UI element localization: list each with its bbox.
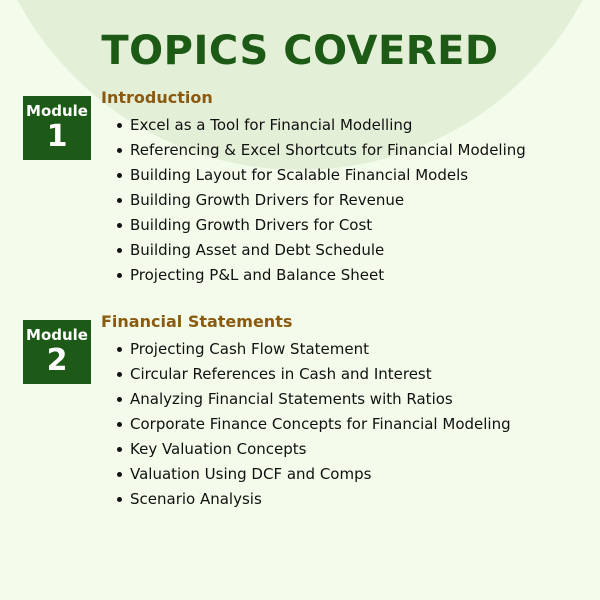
topic-item: Building Asset and Debt Schedule (117, 238, 526, 263)
topic-item: Scenario Analysis (117, 487, 511, 512)
topic-item: Referencing & Excel Shortcuts for Financial Modeling (117, 138, 526, 163)
topic-item: Excel as a Tool for Financial Modelling (117, 113, 526, 138)
topic-item: Valuation Using DCF and Comps (117, 462, 511, 487)
topic-item: Building Layout for Scalable Financial Models (117, 163, 526, 188)
module-1-badge-word: Module (26, 102, 88, 120)
module-1-badge-number: 1 (46, 119, 68, 154)
module-1-topic-list (117, 113, 526, 288)
topic-item: Circular References in Cash and Interest (117, 362, 511, 387)
module-2-topic-list (117, 337, 511, 512)
module-2-title: Financial Statements (101, 312, 293, 331)
module-2-badge-word: Module (26, 326, 88, 344)
module-2-badge-number: 2 (46, 343, 68, 378)
topic-item: Analyzing Financial Statements with Ratios (117, 387, 511, 412)
module-2-badge (23, 320, 91, 384)
topic-item: Building Growth Drivers for Revenue (117, 188, 526, 213)
topic-item: Building Growth Drivers for Cost (117, 213, 526, 238)
topic-item: Projecting Cash Flow Statement (117, 337, 511, 362)
topic-item: Key Valuation Concepts (117, 437, 511, 462)
topic-item: Corporate Finance Concepts for Financial Modeling (117, 412, 511, 437)
page-title: TOPICS COVERED (101, 28, 499, 74)
module-1-title: Introduction (101, 88, 213, 107)
topic-item: Projecting P&L and Balance Sheet (117, 263, 526, 288)
module-1-badge (23, 96, 91, 160)
